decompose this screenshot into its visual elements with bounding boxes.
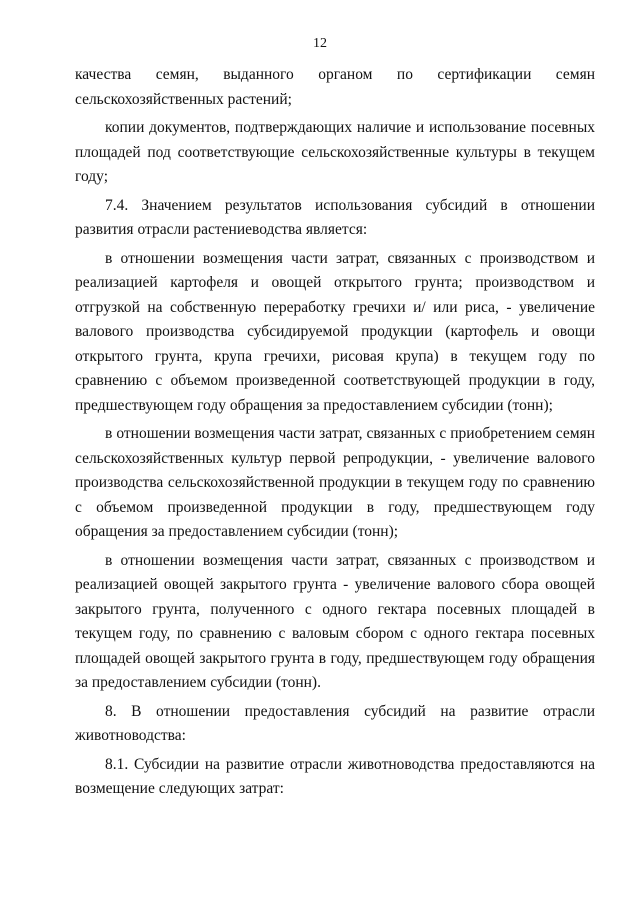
paragraph: 8.1. Субсидии на развитие отрасли животноводства предоставляются на возмещение следующих затрат: [75,755,595,797]
paragraph: качества семян, выданного органом по сертификации семян сельскохозяйственных растений; [75,66,595,108]
paragraph: 7.4. Значением результатов использования субсидий в отношении развития отрасли растениеводства является: [75,196,595,238]
paragraph: в отношении возмещения части затрат, связанных с производством и реализацией картофеля и овощей открытого грунта; производством и отгрузкой на собственную переработку гречихи и/ или риса, - увеличение валового производства субсидируемой продукции (картофель и овощи открытого грунта, крупа гречихи, рисовая крупа) в текущем году по сравнению с объемом произведенной соответствующей продукции в году, предшествующем году обращения за предоставлением субсидии (тонн); [75,249,595,414]
paragraph: в отношении возмещения части затрат, связанных с приобретением семян сельскохозяйственных культур первой репродукции, - увеличение валового производства сельскохозяйственной продукции в текущем году по сравнению с объемом произведенной продукции в году, предшествующем году обращения за предоставлением субсидии (тонн); [75,425,595,540]
paragraph: копии документов, подтверждающих наличие и использование посевных площадей под соответствующие сельскохозяйственные культуры в текущем году; [75,119,595,185]
page-number: 12 [313,36,327,51]
paragraph: в отношении возмещения части затрат, связанных с производством и реализацией овощей закрытого грунта - увеличение валового сбора овощей закрытого грунта, полученного с одного гектара посевных площадей в текущем году, по сравнению с валовым сбором с одного гектара посевных площадей овощей закрытого грунта в году, предшествующем году обращения за предоставлением субсидии (тонн). [75,551,595,691]
document-body [75,63,595,806]
section-heading-paragraph: 8. В отношении предоставления субсидий на развитие отрасли животноводства: [75,702,595,744]
